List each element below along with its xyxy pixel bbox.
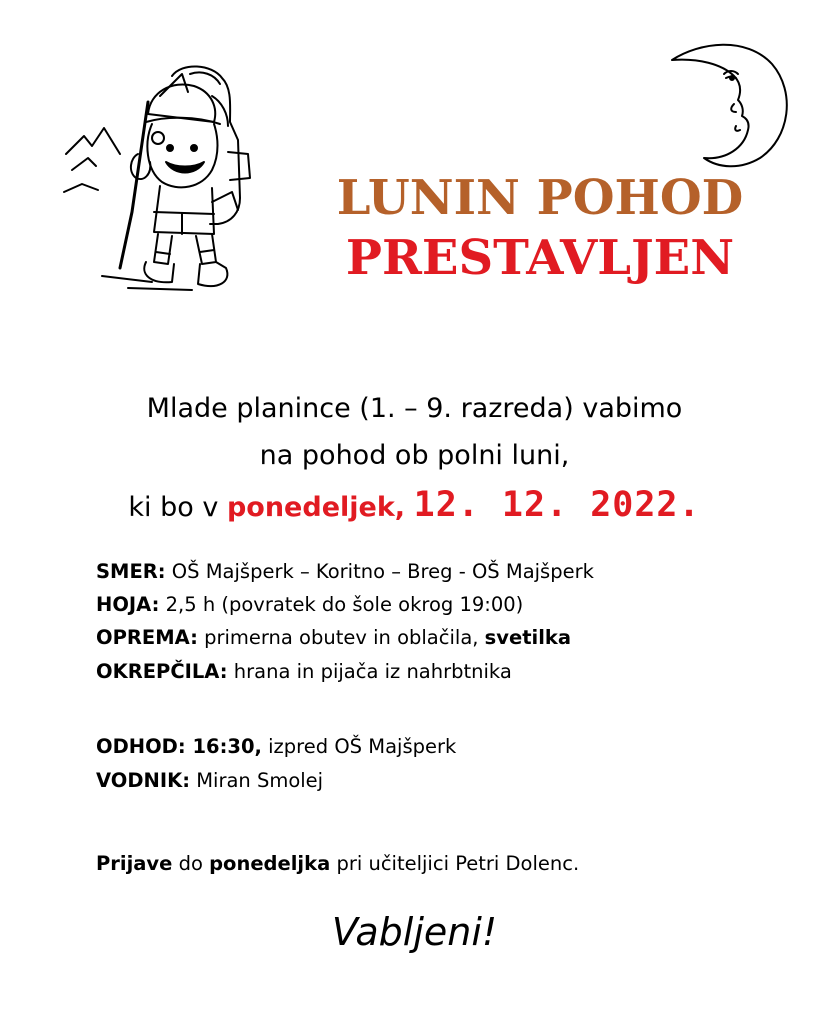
detail-walk xyxy=(96,589,523,620)
detail-value: primerna obutev in oblačila, xyxy=(197,626,485,649)
detail-value: OŠ Majšperk – Koritno – Breg - OŠ Majšperk xyxy=(165,560,594,583)
departure xyxy=(96,731,456,762)
departure-place: izpred OŠ Majšperk xyxy=(261,735,457,758)
intro-line-1: Mlade planince (1. – 9. razreda) vabimo xyxy=(146,393,683,424)
registration xyxy=(96,848,579,879)
guide xyxy=(96,765,323,796)
detail-value: 2,5 h (povratek do šole okrog 19:00) xyxy=(159,593,524,616)
event-day: ponedeljek, xyxy=(226,492,406,523)
registration-rest: pri učiteljici Petri Dolenc. xyxy=(330,852,580,875)
guide-name: Miran Smolej xyxy=(190,769,324,792)
detail-equipment xyxy=(96,622,571,653)
intro-line-2: na pohod ob polni luni, xyxy=(259,440,570,471)
crescent-moon-illustration xyxy=(664,34,794,168)
title-line-1: LUNIN POHOD xyxy=(336,170,744,226)
detail-value: hrana in pijača iz nahrbtnika xyxy=(227,660,512,683)
departure-label: ODHOD: xyxy=(96,735,186,758)
closing-text: Vabljeni! xyxy=(331,910,498,954)
detail-label: OKREPČILA: xyxy=(96,660,228,683)
departure-time: 16:30, xyxy=(185,735,262,758)
title-line-2: PRESTAVLJEN xyxy=(345,230,735,286)
detail-extra: svetilka xyxy=(484,626,572,649)
intro-prefix: ki bo v xyxy=(128,492,227,523)
registration-word3: ponedeljka xyxy=(209,852,331,875)
registration-word2: do xyxy=(172,852,210,875)
detail-refreshments xyxy=(96,656,512,687)
guide-label: VODNIK: xyxy=(96,769,190,792)
detail-label: HOJA: xyxy=(96,593,160,616)
detail-label: OPREMA: xyxy=(96,626,198,649)
detail-route xyxy=(96,556,594,587)
event-date: 12. 12. 2022. xyxy=(413,485,701,525)
hiker-illustration xyxy=(62,62,272,300)
detail-label: SMER: xyxy=(96,560,166,583)
registration-word1: Prijave xyxy=(96,852,173,875)
intro-line-3 xyxy=(20,483,809,530)
